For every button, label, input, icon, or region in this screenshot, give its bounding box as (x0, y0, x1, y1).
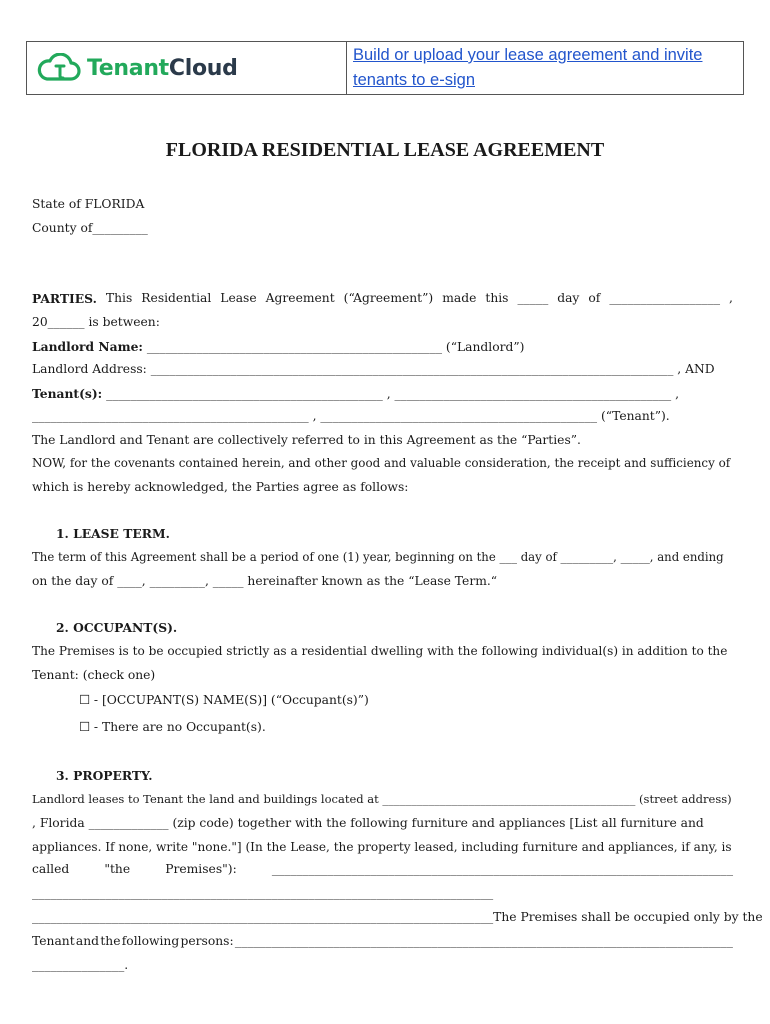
tenant-line-1: Tenant(s): _____________________________________________ , _____________________________________________ , (32, 386, 680, 401)
property-line-1: Landlord leases to Tenant the land and buildings located at ____________________________________________ (street address) (32, 792, 732, 806)
property-line-5: ___________________________________________________________________________ (32, 886, 494, 900)
property-line-4: called "the Premises"): ___________________________________________________________________________ (32, 862, 733, 876)
collective-line: The Landlord and Tenant are collectively referred to in this Agreement as the “Parties”. (32, 433, 581, 447)
state-line: State of FLORIDA (32, 197, 145, 211)
document-title: FLORIDA RESIDENTIAL LEASE AGREEMENT (165, 139, 605, 161)
occupants-line-2: Tenant: (check one) (32, 668, 156, 682)
parties-line-2: 20______ is between: (32, 315, 160, 329)
build-lease-link[interactable]: Build or upload your lease agreement and invite (353, 46, 703, 64)
now-line-2: which is hereby acknowledged, the Parties agree as follows: (32, 480, 409, 494)
county-line: County of_________ (32, 221, 148, 235)
property-line-3: appliances. If none, write "none."] (In the Lease, the property leased, including furniture and appliances, if any, is (32, 840, 732, 854)
tenantcloud-logo[interactable] (27, 42, 347, 94)
no-occupants-checkbox[interactable]: ☐ - There are no Occupant(s). (79, 720, 266, 734)
esign-link[interactable]: tenants to e-sign (353, 71, 475, 89)
lease-term-line-2: on the day of ____, _________, _____ hereinafter known as the “Lease Term.“ (32, 574, 498, 588)
occupant-names-checkbox[interactable]: ☐ - [OCCUPANT(S) NAME(S)] (“Occupant(s)”) (79, 693, 369, 707)
parties-line-1: PARTIES. This Residential Lease Agreement (“Agreement”) made this _____ day of __________________ , (32, 291, 733, 306)
occupants-line-1: The Premises is to be occupied strictly as a residential dwelling with the following individual(s) in addition to the (32, 644, 728, 658)
logo-wordmark: TenantCloud (87, 55, 238, 81)
esign-link-cell (347, 42, 743, 94)
occupants-heading: 2. OCCUPANT(S). (56, 620, 178, 635)
header-banner (26, 41, 744, 95)
tenant-line-2: _____________________________________________ , _____________________________________________ (“Tenant”). (32, 409, 670, 423)
cloud-logo-icon (35, 53, 83, 83)
property-line-2: , Florida _____________ (zip code) together with the following furniture and appliances [List all furniture and (32, 816, 704, 830)
property-line-6: ___________________________________________________________________________ The Premises shall be occupied only by the (32, 910, 763, 924)
lease-term-heading: 1. LEASE TERM. (56, 526, 170, 541)
property-heading: 3. PROPERTY. (56, 768, 153, 783)
lease-term-line-1: The term of this Agreement shall be a period of one (1) year, beginning on the ___ day of _________, _____, and ending (32, 550, 724, 564)
landlord-name-line: Landlord Name: ________________________________________________ (“Landlord”) (32, 339, 525, 354)
property-line-7: Tenant and the following persons: _________________________________________________________________________________ (32, 934, 733, 948)
landlord-address-line: Landlord Address: _____________________________________________________________________________________ , AND (32, 362, 715, 376)
now-line-1: NOW, for the covenants contained herein, and other good and valuable consideration, the receipt and sufficiency of (32, 456, 731, 470)
property-line-8: _______________. (32, 958, 129, 972)
